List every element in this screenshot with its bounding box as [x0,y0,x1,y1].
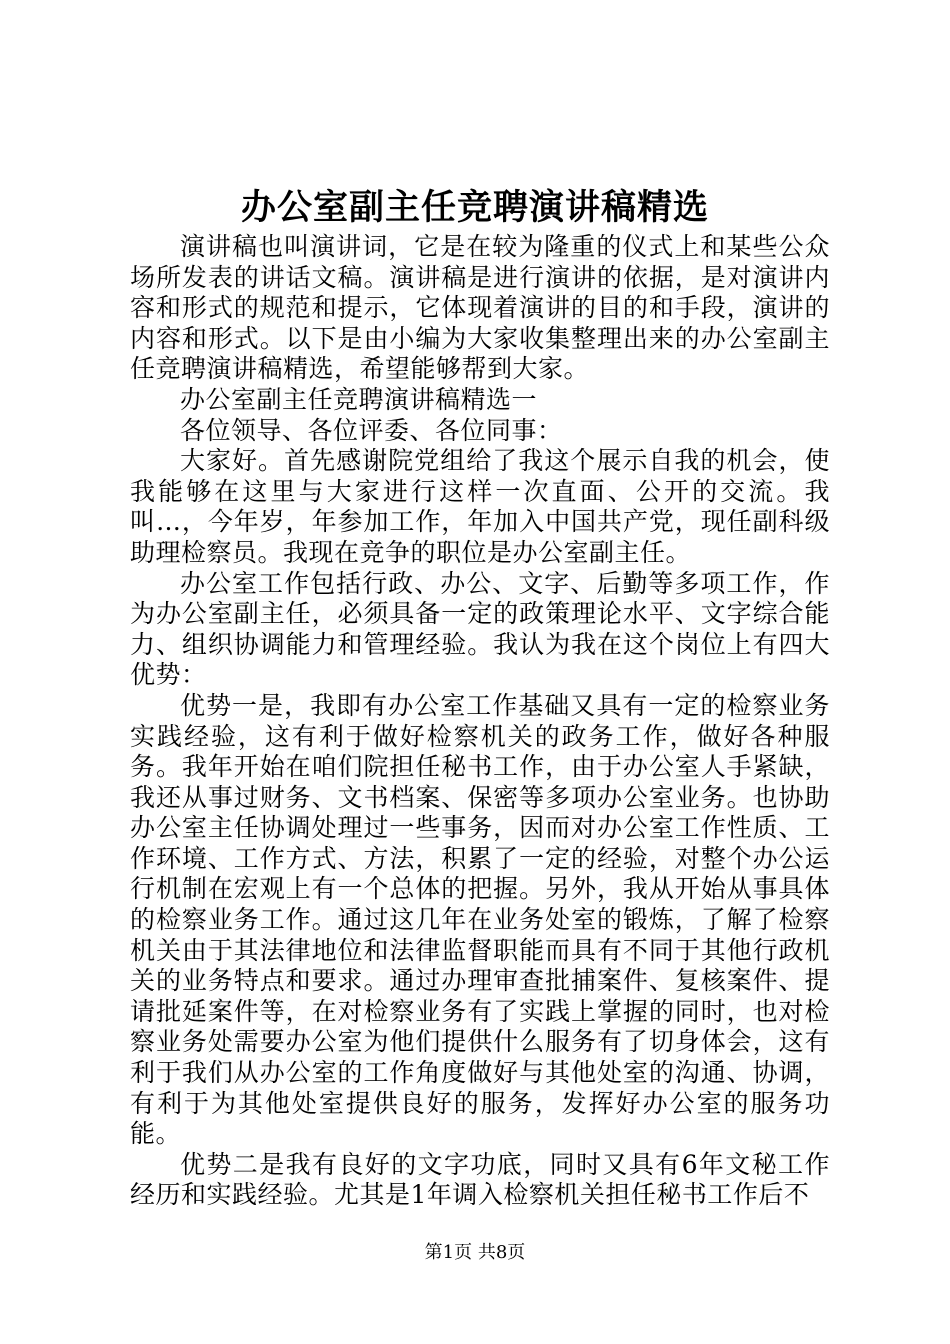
paragraph: 演讲稿也叫演讲词，它是在较为隆重的仪式上和某些公众场所发表的讲话文稿。演讲稿是进行演讲的依据，是对演讲内容和形式的规范和提示，它体现着演讲的目的和手段，演讲的内容和形式。以下是由小编为大家收集整理出来的办公室副主任竞聘演讲稿精选，希望能够帮到大家。 [130,232,830,384]
paragraph: 大家好。首先感谢院党组给了我这个展示自我的机会，使我能够在这里与大家进行这样一次直面、公开的交流。我叫…，今年岁，年参加工作，年加入中国共产党，现任副科级助理检察员。我现在竞争的职位是办公室副主任。 [130,446,830,567]
page-number-footer: 第1页 共8页 [424,1242,526,1263]
paragraph: 办公室副主任竞聘演讲稿精选一 [180,384,538,414]
paragraph: 优势一是，我即有办公室工作基础又具有一定的检察业务实践经验，这有利于做好检察机关的政务工作，做好各种服务。我年开始在咱们院担任秘书工作，由于办公室人手紧缺，我还从事过财务、文书档案、保密等多项办公室业务。也协助办公室主任协调处理过一些事务，因而对办公室工作性质、工作环境、工作方式、方法，积累了一定的经验，对整个办公运行机制在宏观上有一个总体的把握。另外，我从开始从事具体的检察业务工作。通过这几年在业务处室的锻炼，了解了检察机关由于其法律地位和法律监督职能而具有不同于其他行政机关的业务特点和要求。通过办理审查批捕案件、复核案件、提请批延案件等，在对检察业务有了实践上掌握的同时，也对检察业务处需要办公室为他们提供什么服务有了切身体会，这有利于我们从办公室的工作角度做好与其他处室的沟通、协调，有利于为其他处室提供良好的服务，发挥好办公室的服务功能。 [130,690,830,1149]
document-body [130,232,830,1211]
paragraph: 优势二是我有良好的文字功底，同时又具有6年文秘工作经历和实践经验。尤其是1年调入检察机关担任秘书工作后不 [130,1149,830,1210]
paragraph: 办公室工作包括行政、办公、文字、后勤等多项工作，作为办公室副主任，必须具备一定的政策理论水平、文字综合能力、组织协调能力和管理经验。我认为我在这个岗位上有四大优势： [130,568,830,690]
document-title: 办公室副主任竞聘演讲稿精选 [240,187,709,228]
paragraph: 各位领导、各位评委、各位同事： [180,415,563,445]
